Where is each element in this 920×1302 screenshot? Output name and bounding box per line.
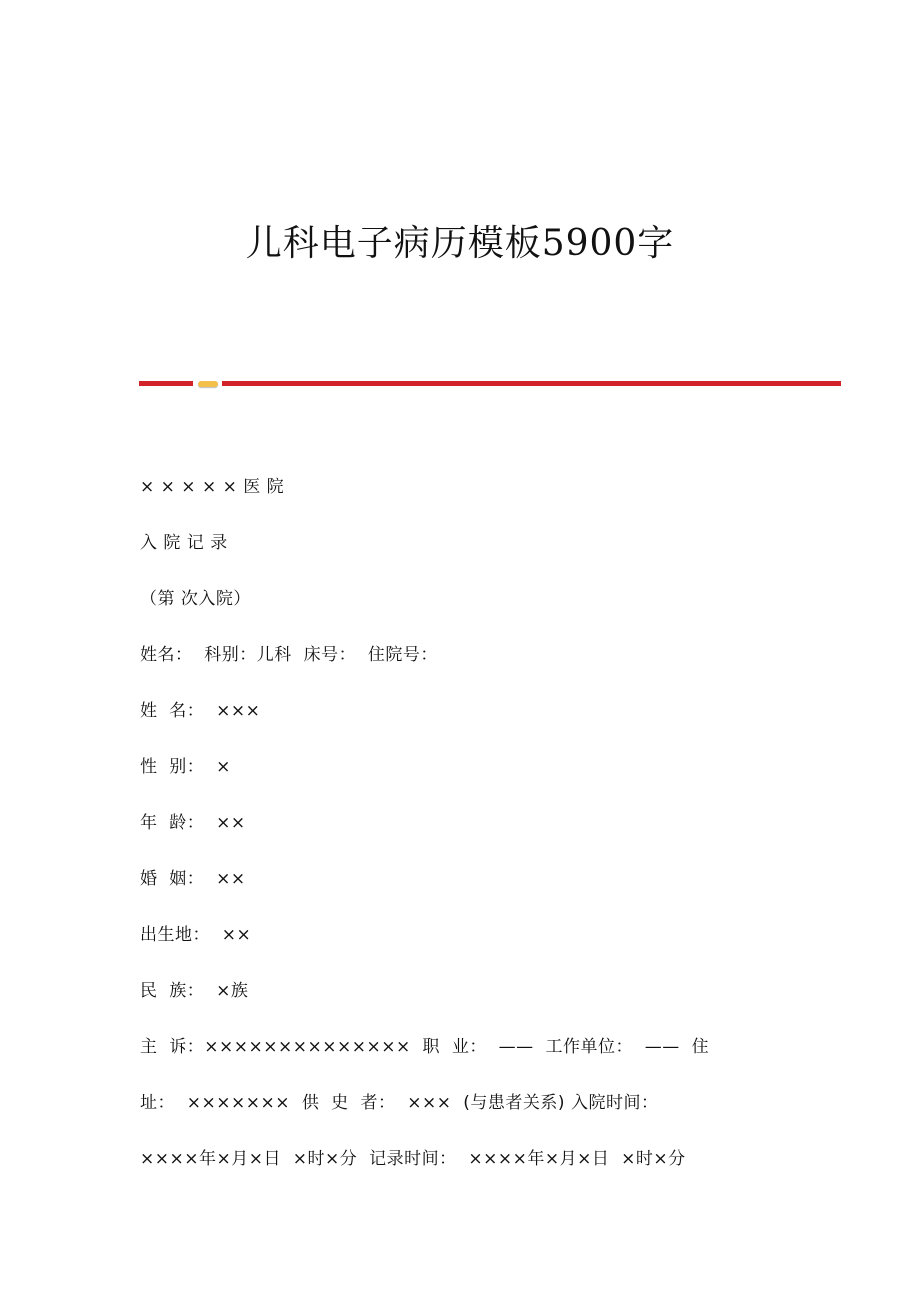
field-marital: 婚 姻： ×× (140, 869, 246, 889)
field-sex: 性 别： × (140, 757, 231, 777)
paragraph-line: 址： ××××××× 供 史 者： ××× (与患者关系) 入院时间： (140, 1093, 659, 1113)
field-age: 年 龄： ×× (140, 813, 246, 833)
hospital-name: × × × × × 医 院 (140, 477, 285, 497)
divider-ornament-icon (198, 381, 218, 387)
record-type: 入 院 记 录 (140, 533, 228, 553)
paragraph-line: 主 诉：×××××××××××××× 职 业： —— 工作单位： —— 住 (140, 1037, 710, 1057)
field-birthplace: 出生地： ×× (140, 925, 252, 945)
admission-count: （第 次入院） (140, 589, 251, 609)
title-divider-right (222, 381, 841, 386)
document-title: 儿科电子病历模板5900字 (245, 223, 675, 264)
header-fields: 姓名： 科别：儿科 床号： 住院号： (140, 645, 438, 665)
field-name: 姓 名： ××× (140, 701, 261, 721)
field-ethnicity: 民 族： ×族 (140, 981, 249, 1001)
paragraph-line: ××××年×月×日 ×时×分 记录时间： ××××年×月×日 ×时×分 (140, 1149, 686, 1169)
title-divider-left (139, 381, 193, 386)
